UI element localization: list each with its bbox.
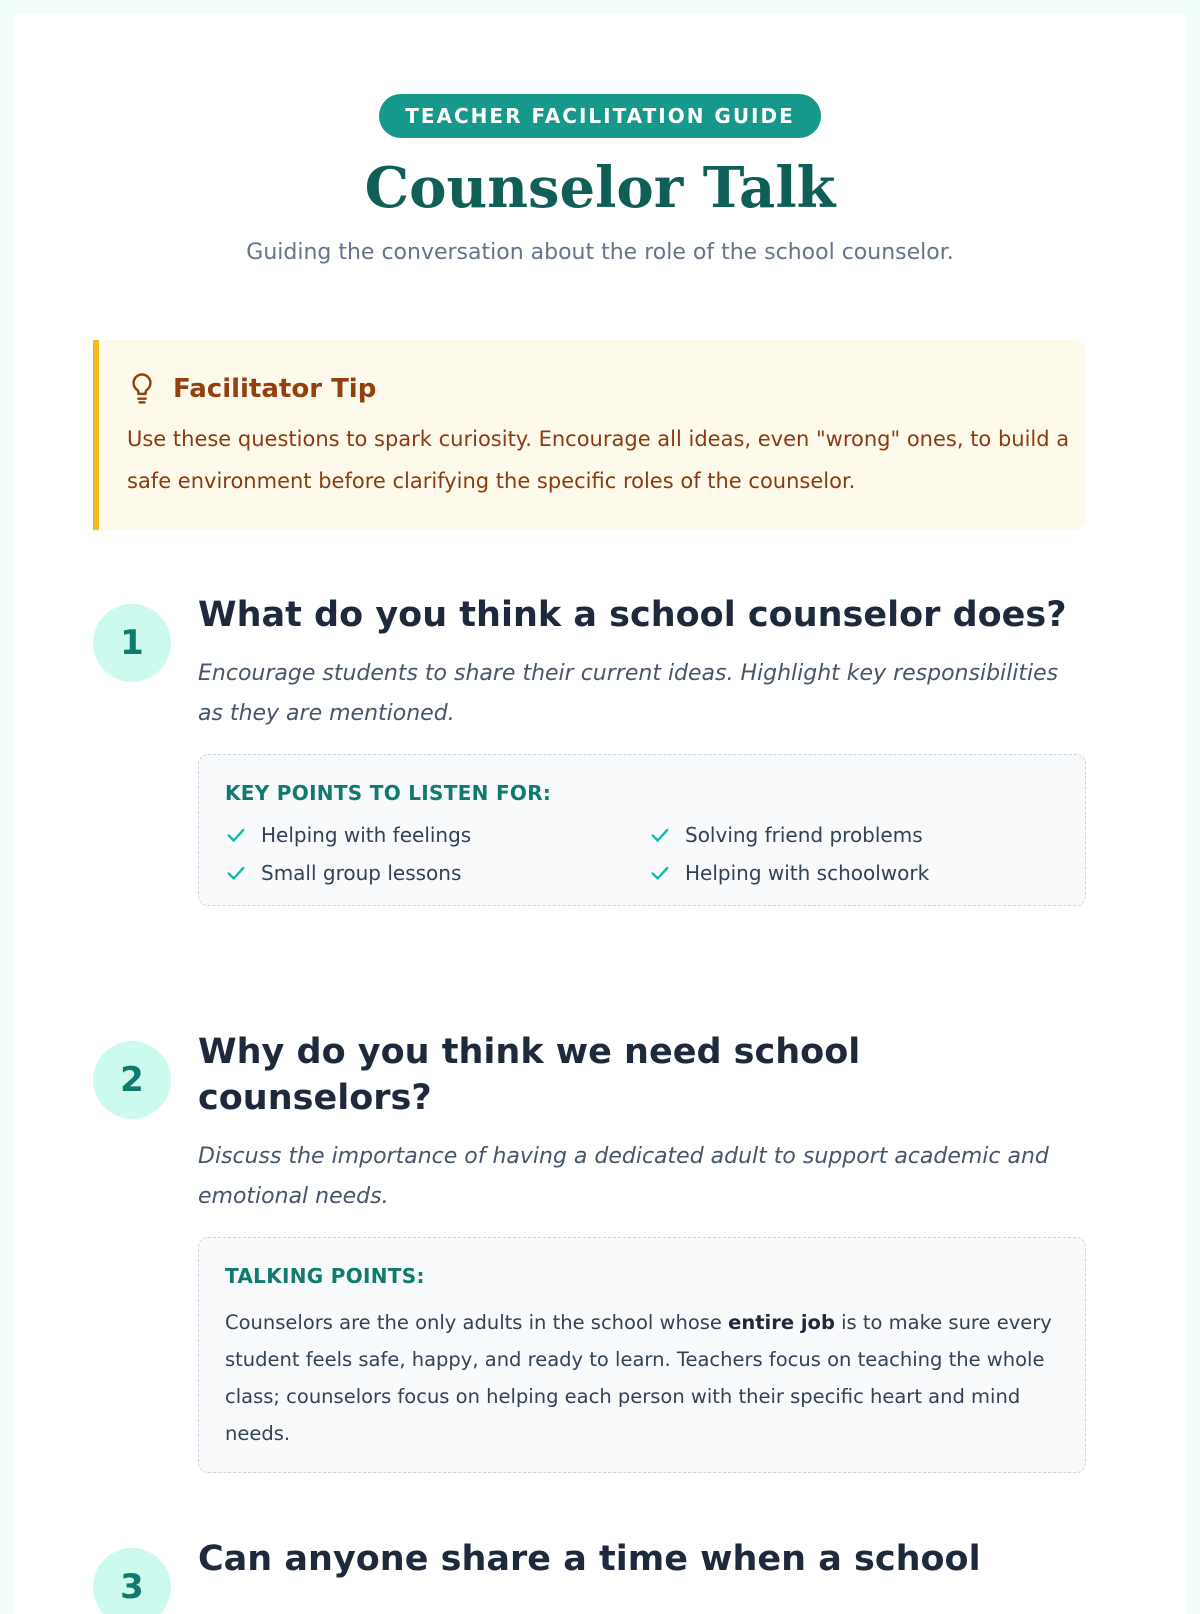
key-points-list [225,823,1059,885]
page-subtitle: Guiding the conversation about the role of the school counselor. [246,240,954,265]
talking-points-label: TALKING POINTS: [225,1264,425,1288]
point-text: Helping with schoolwork [685,861,930,885]
talking-points-text: Counselors are the only adults in the school whose entire job is to make sure every student feels safe, happy, and ready to learn. Teachers focus on teaching the whole class; counselors focus on helping each person with their specific heart and mind needs. [225,1311,1052,1445]
tip-header [127,372,1086,406]
question-number: 3 [93,1548,171,1614]
question-body [198,592,1086,906]
point-text: Helping with feelings [261,823,472,847]
page-title: Counselor Talk [364,155,836,221]
question-description: Discuss the importance of having a dedicated adult to support academic and emotional needs. [198,1144,1049,1209]
list-item [225,861,649,885]
tip-text: Use these questions to spark curiosity. Encourage all ideas, even "wrong" ones, to build a safe environment before clarifying the specific roles of the counselor. [127,427,1070,493]
guide-card [14,14,1186,1614]
question-body [198,1029,1086,1473]
question-title: Why do you think we need school counselors? [198,1032,861,1118]
check-icon [649,862,671,884]
facilitator-tip [93,340,1086,530]
check-icon [649,824,671,846]
point-text: Solving friend problems [685,823,923,847]
question-number: 1 [93,604,171,682]
tip-title: Facilitator Tip [173,374,377,404]
point-text: Small group lessons [261,861,462,885]
emphasis-text: entire job [728,1311,835,1334]
list-item [649,861,1073,885]
question-description: Encourage students to share their current ideas. Highlight key responsibilities as they are mentioned. [198,661,1059,726]
list-item [649,823,1073,847]
key-points-label: KEY POINTS TO LISTEN FOR: [225,781,552,805]
check-icon [225,862,247,884]
list-item [225,823,649,847]
question-title: Can anyone share a time when a school [198,1539,981,1579]
question-body [198,1536,1086,1582]
lightbulb-icon [127,372,157,406]
guide-badge: TEACHER FACILITATION GUIDE [379,94,821,138]
question-title: What do you think a school counselor does? [198,595,1067,635]
question-number: 2 [93,1041,171,1119]
talking-points-box [198,1237,1086,1473]
check-icon [225,824,247,846]
page-header [14,14,1186,265]
key-points-box [198,754,1086,906]
